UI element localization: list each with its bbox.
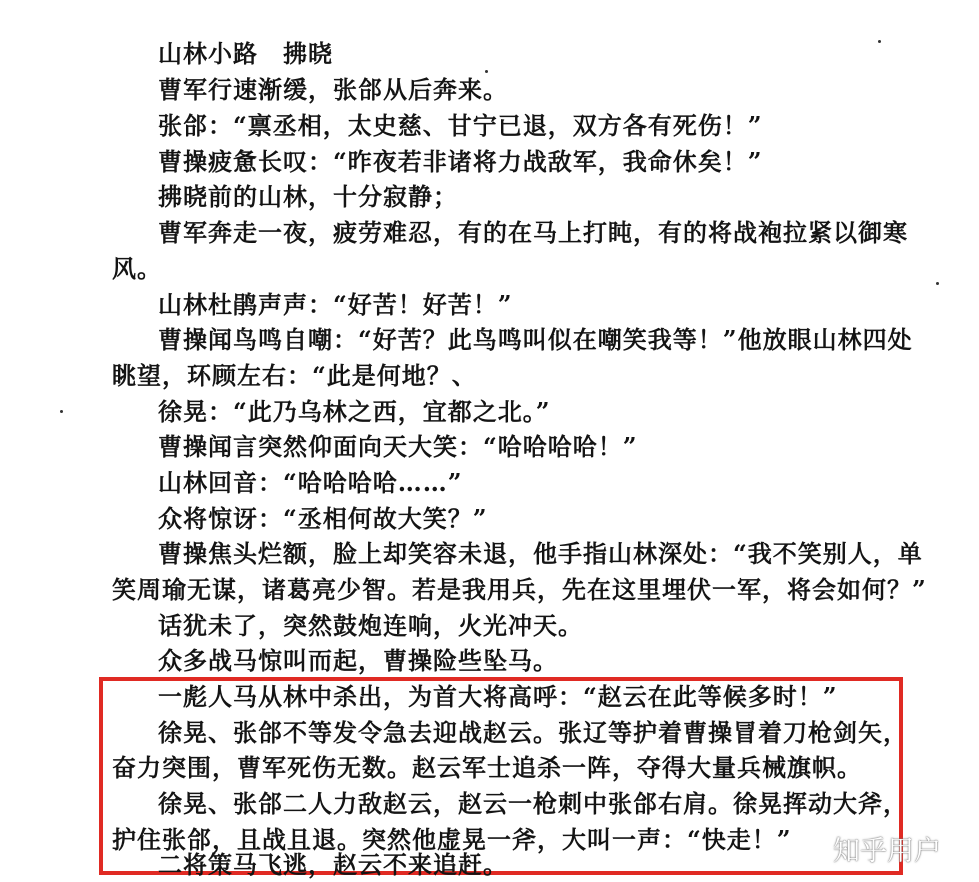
- highlighted-text-line: 徐晃、张郃不等发令急去迎战赵云。张辽等护着曹操冒着刀枪剑矢，: [158, 718, 908, 747]
- text-line: 徐晃：“此乃乌林之西，宜都之北。”: [158, 397, 551, 426]
- highlighted-text-line: 一彪人马从林中杀出，为首大将高呼：“赵云在此等候多时！”: [158, 682, 838, 711]
- scan-speck: [936, 282, 939, 285]
- text-line: 张郃：“禀丞相，太史慈、甘宁已退，双方各有死伤！”: [158, 111, 763, 140]
- text-line: 众多战马惊叫而起，曹操险些坠马。: [158, 646, 558, 675]
- zhihu-watermark: 知乎用户: [833, 836, 941, 867]
- scene-heading: 山林小路 拂晓: [158, 39, 333, 68]
- text-line: 曹军奔走一夜，疲劳难忍，有的在马上打盹，有的将战袍拉紧以御寒: [158, 218, 908, 247]
- text-line: 话犹未了，突然鼓炮连响，火光冲天。: [158, 611, 583, 640]
- text-line: 曹操闻鸟鸣自嘲：“好苦？此鸟鸣叫似在嘲笑我等！”他放眼山林四处: [158, 325, 913, 354]
- scan-speck: [878, 40, 881, 43]
- text-line: 众将惊讶：“丞相何故大笑？”: [158, 504, 488, 533]
- text-line: 拂晓前的山林，十分寂静；: [158, 182, 458, 211]
- scan-speck: [60, 410, 63, 413]
- text-line: 曹军行速渐缓，张郃从后奔来。: [158, 75, 508, 104]
- text-line: 曹操闻言突然仰面向天大笑：“哈哈哈哈！”: [158, 432, 638, 461]
- text-line: 曹操焦头烂额，脸上却笑容未退，他手指山林深处：“我不笑别人，单: [158, 539, 923, 568]
- text-line: 山林回音：“哈哈哈哈……”: [158, 468, 463, 497]
- highlighted-text-line: 奋力突围，曹军死伤无数。赵云军士追杀一阵，夺得大量兵械旗帜。: [112, 753, 862, 782]
- scan-speck: [485, 70, 488, 73]
- highlighted-text-line: 护住张郃，且战且退。突然他虚晃一斧，大叫一声：“快走！”: [112, 825, 792, 854]
- highlighted-text-line: 二将策马飞逃，赵云不来追赶。: [158, 850, 508, 879]
- highlighted-text-line: 徐晃、张郃二人力敌赵云，赵云一枪刺中张郃右肩。徐晃挥动大斧，: [158, 789, 908, 818]
- text-line: 曹操疲惫长叹：“昨夜若非诸将力战敌军，我命休矣！”: [158, 147, 763, 176]
- text-line: 笑周瑜无谋，诸葛亮少智。若是我用兵，先在这里埋伏一军，将会如何？”: [112, 575, 927, 604]
- text-line: 眺望，环顾左右：“此是何地？、: [112, 361, 477, 390]
- text-line: 山林杜鹃声声：“好苦！好苦！”: [158, 290, 513, 319]
- text-line: 风。: [112, 254, 162, 283]
